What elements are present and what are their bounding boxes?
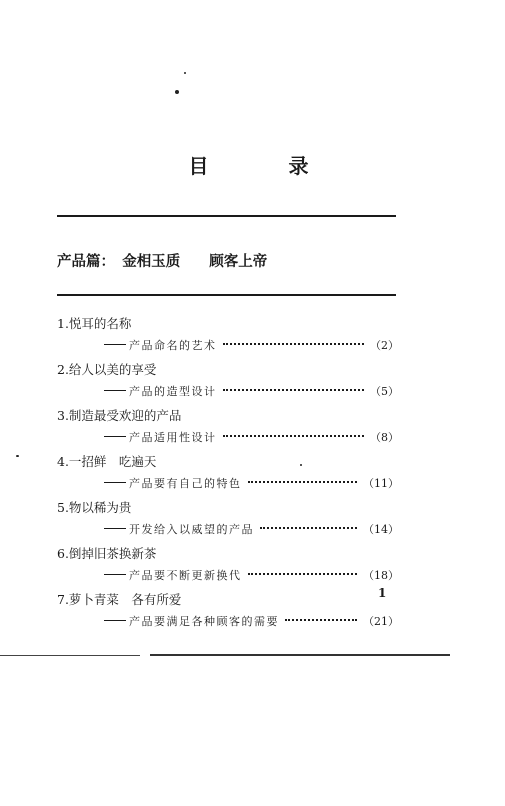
toc-entry[interactable] [57, 359, 399, 405]
toc-list [57, 313, 399, 635]
toc-entry-title: 1.悦耳的名称 [57, 316, 132, 331]
em-dash [104, 436, 126, 437]
dot-leader [223, 343, 365, 345]
dot-leader [248, 573, 358, 575]
toc-entry-title: 3.制造最受欢迎的产品 [57, 408, 182, 423]
toc-entry-page: （2） [370, 339, 399, 352]
toc-entry-title: 2.给人以美的享受 [57, 362, 157, 377]
em-dash [104, 528, 126, 529]
toc-entry-subtitle: 产品要满足各种顾客的需要 [129, 615, 279, 628]
em-dash [104, 574, 126, 575]
toc-entry-subtitle-row [57, 519, 399, 541]
toc-entry-subtitle-row [57, 473, 399, 495]
toc-entry-title: 7.萝卜青菜 各有所爱 [57, 592, 182, 607]
toc-entry-subtitle: 开发给入以威望的产品 [129, 523, 254, 536]
toc-entry-page: （21） [363, 615, 399, 628]
toc-entry[interactable] [57, 405, 399, 451]
scan-speck [16, 455, 19, 457]
dot-leader [285, 619, 357, 621]
em-dash [104, 482, 126, 483]
toc-entry[interactable] [57, 589, 399, 635]
dot-leader [260, 527, 357, 529]
toc-entry[interactable] [57, 543, 399, 589]
toc-entry-subtitle-row [57, 381, 399, 403]
toc-entry-subtitle: 产品的造型设计 [129, 385, 217, 398]
em-dash [104, 620, 126, 621]
em-dash [104, 390, 126, 391]
dot-leader [248, 481, 358, 483]
dot-leader [223, 435, 365, 437]
title-divider [57, 215, 396, 217]
page-number: 1 [378, 586, 387, 600]
toc-entry-page: （5） [370, 385, 399, 398]
toc-entry[interactable] [57, 313, 399, 359]
dot-leader [223, 389, 365, 391]
toc-entry-page: （8） [370, 431, 399, 444]
page-title: 目 录 [188, 154, 339, 178]
toc-entry-subtitle: 产品要有自己的特色 [129, 477, 242, 490]
toc-entry-subtitle: 产品要不断更新换代 [129, 569, 242, 582]
toc-entry-subtitle: 产品命名的艺术 [129, 339, 217, 352]
toc-entry[interactable] [57, 451, 399, 497]
toc-entry-title: 5.物以稀为贵 [57, 500, 132, 515]
scan-speck [175, 90, 179, 94]
section-divider [57, 294, 396, 296]
toc-entry[interactable] [57, 497, 399, 543]
toc-entry-title: 4.一招鲜 吃遍天 [57, 454, 157, 469]
toc-entry-subtitle-row [57, 611, 399, 633]
scan-edge-line [0, 655, 140, 656]
toc-entry-subtitle: 产品适用性设计 [129, 431, 217, 444]
toc-entry-subtitle-row [57, 427, 399, 449]
toc-entry-page: （18） [363, 569, 399, 582]
scan-speck [184, 72, 186, 74]
toc-entry-title: 6.倒掉旧茶换新茶 [57, 546, 157, 561]
em-dash [104, 344, 126, 345]
toc-entry-subtitle-row [57, 565, 399, 587]
section-heading: 产品篇： 金相玉质 顾客上帝 [57, 254, 268, 270]
toc-entry-subtitle-row [57, 335, 399, 357]
toc-entry-page: （14） [363, 523, 399, 536]
toc-entry-page: （11） [363, 477, 399, 490]
scan-edge-line [150, 654, 450, 656]
